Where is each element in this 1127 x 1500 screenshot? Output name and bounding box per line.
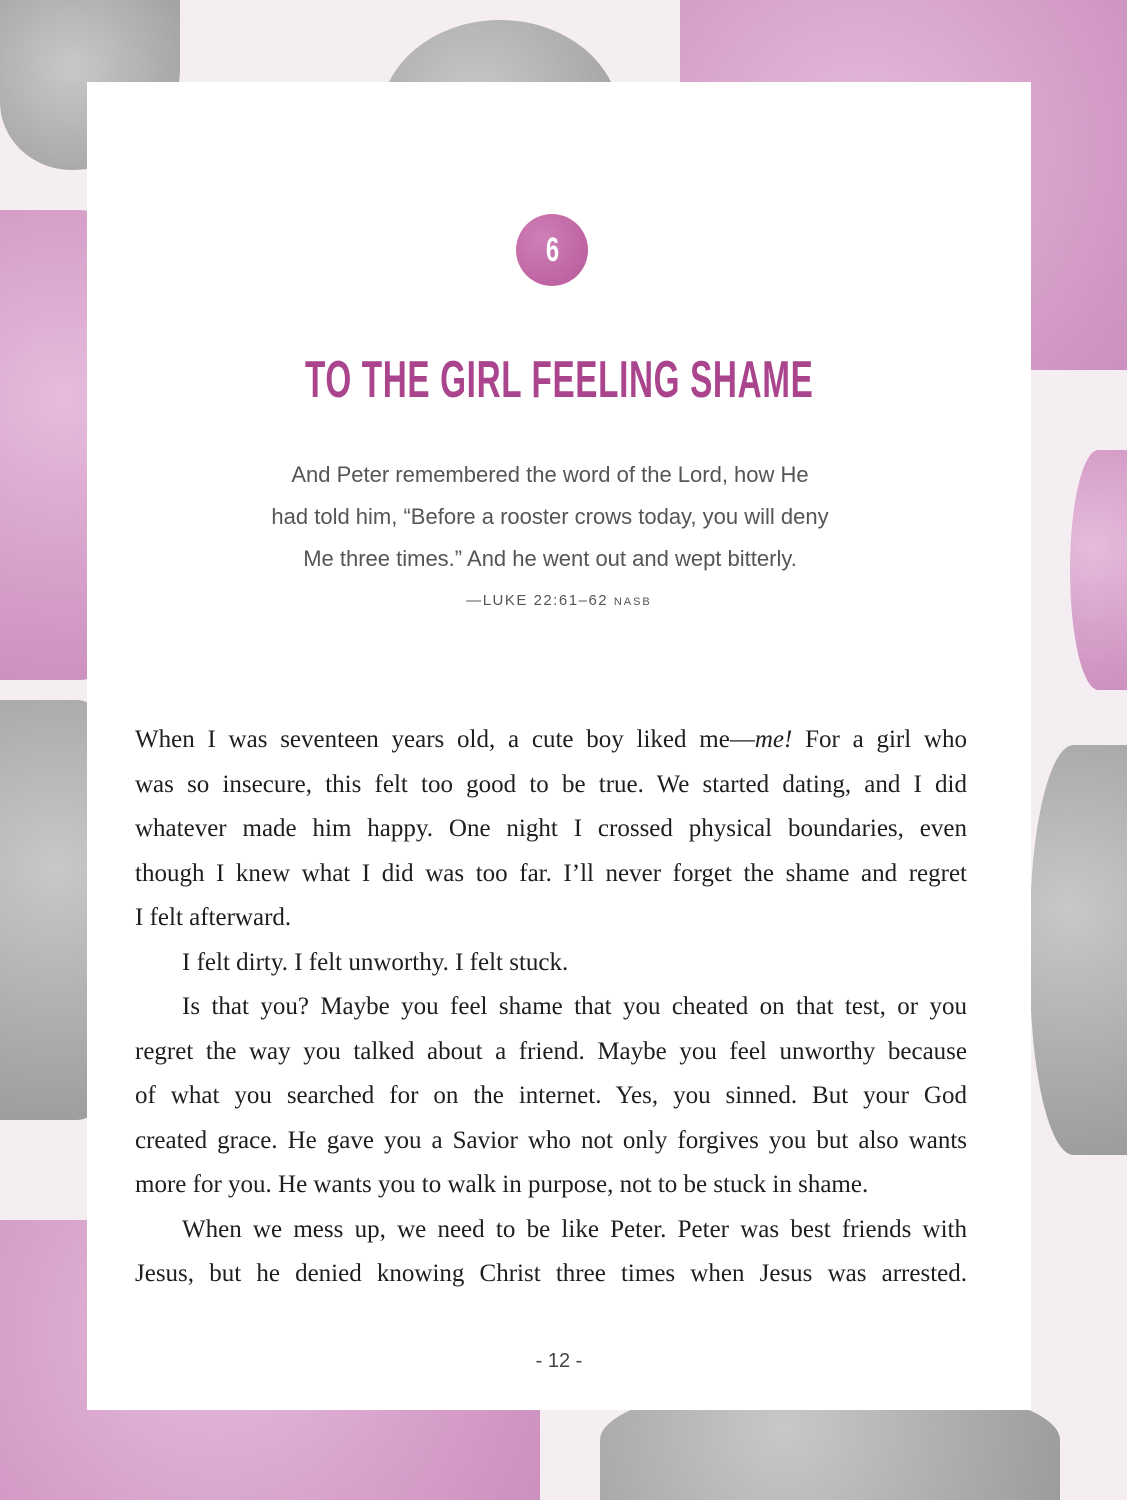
body-line: of what you searched for on the internet. Yes, you sinned. But your God — [135, 1082, 967, 1109]
body-line: created grace. He gave you a Savior who not only forgives you but also wants — [135, 1126, 967, 1154]
body-text — [135, 718, 967, 1297]
body-line: was so insecure, this felt too good to be true. We started dating, and I did — [135, 770, 967, 798]
chapter-title — [87, 350, 1031, 410]
quote-line: had told him, “Before a rooster crows today, you will deny — [271, 504, 829, 529]
reference-text: —LUKE 22:61–62 — [466, 592, 609, 609]
page-number: - 12 - — [535, 1350, 583, 1372]
body-line: regret the way you talked about a friend. Maybe you feel unworthy because — [135, 1037, 967, 1065]
chapter-number-badge — [516, 214, 588, 286]
body-line: When we mess up, we need to be like Peter. Peter was best friends with — [182, 1215, 967, 1243]
scripture-reference — [87, 592, 1031, 609]
body-line: more for you. He wants you to walk in purpose, not to be stuck in shame. — [135, 1171, 869, 1198]
quote-line: And Peter remembered the word of the Lord, how He — [291, 462, 809, 487]
chapter-title-text: TO THE GIRL FEELING SHAME — [304, 351, 814, 409]
quote-line: Me three times.” And he went out and wept bitterly. — [303, 546, 797, 571]
body-line: I felt afterward. — [135, 904, 292, 931]
body-line: I felt dirty. I felt unworthy. I felt stuck. — [182, 948, 569, 976]
chapter-number: 6 — [545, 231, 559, 269]
text: For a girl who — [792, 726, 967, 753]
watercolor-blob — [1070, 450, 1127, 690]
bible-version: NASB — [613, 596, 652, 608]
scripture-quote — [200, 454, 900, 580]
body-line — [135, 718, 967, 763]
text: When I was seventeen years old, a cute boy liked me— — [135, 726, 755, 753]
body-line: Is that you? Maybe you feel shame that you cheated on that test, or you — [182, 993, 967, 1020]
watercolor-blob — [1030, 745, 1127, 1155]
emphasis: me! — [754, 726, 793, 753]
body-line: whatever made him happy. One night I crossed physical boundaries, even — [135, 815, 967, 842]
body-line: Jesus, but he denied knowing Christ three times when Jesus was arrested. — [135, 1260, 967, 1287]
body-line: though I knew what I did was too far. I’ll never forget the shame and regret — [135, 859, 967, 887]
